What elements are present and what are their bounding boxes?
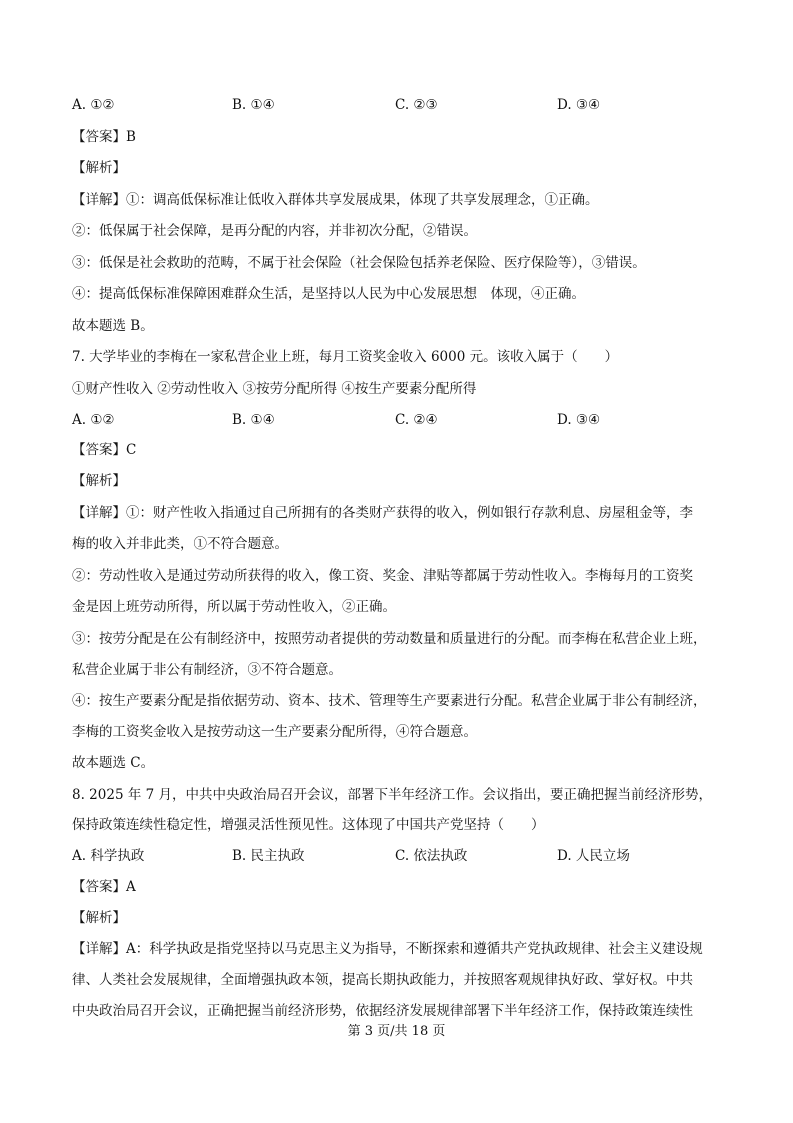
q6-detail-line: 【详解】①：调高低保标准让低收入群体共享发展成果，体现了共享发展理念，①正确。 bbox=[72, 192, 599, 208]
q8-option-b: B. 民主执政 bbox=[232, 848, 305, 864]
q8-detail-line: 律、人类社会发展规律，全面增强执政本领，提高长期执政能力，并按照客观规律执好政、掌好权。中共 bbox=[72, 972, 693, 988]
q7-analysis-heading: 【解析】 bbox=[72, 473, 126, 489]
q6-option-c: C. ②③ bbox=[395, 97, 438, 113]
page-footer: 第 3 页/共 18 页 bbox=[347, 1024, 446, 1039]
q8-answer: 【答案】A bbox=[72, 879, 136, 895]
q6-option-b: B. ①④ bbox=[232, 97, 275, 113]
q7-conclusion: 故本题选 C。 bbox=[72, 755, 155, 771]
q7-detail-line: 私营企业属于非公有制经济，③不符合题意。 bbox=[72, 662, 342, 678]
q6-detail-line: ②：低保属于社会保障，是再分配的内容，并非初次分配，②错误。 bbox=[72, 223, 477, 239]
q8-detail-line: 【详解】A：科学执政是指党坚持以马克思主义为指导，不断探索和遵循共产党执政规律、社会主义建设规 bbox=[72, 941, 703, 957]
q8-option-c: C. 依法执政 bbox=[395, 848, 468, 864]
q7-answer: 【答案】C bbox=[72, 442, 137, 458]
q6-analysis-heading: 【解析】 bbox=[72, 160, 126, 176]
q8-detail-line: 中央政治局召开会议，正确把握当前经济形势，依据经济发展规律部署下半年经济工作，保持政策连续性 bbox=[72, 1003, 693, 1019]
q6-detail-line: ④：提高低保标准保障困难群众生活，是坚持以人民为中心发展思想 体现，④正确。 bbox=[72, 286, 585, 302]
q8-analysis-heading: 【解析】 bbox=[72, 910, 126, 926]
q6-option-a: A. ①② bbox=[72, 97, 115, 113]
q6-option-d: D. ③④ bbox=[557, 97, 601, 113]
q7-option-d: D. ③④ bbox=[557, 412, 601, 428]
q6-answer: 【答案】B bbox=[72, 129, 136, 145]
q7-choices: ①财产性收入 ②劳动性收入 ③按劳分配所得 ④按生产要素分配所得 bbox=[72, 381, 477, 397]
q7-stem: 7. 大学毕业的李梅在一家私营企业上班，每月工资奖金收入 6000 元。该收入属于（ ） bbox=[72, 349, 619, 365]
q8-stem-line: 保持政策连续性稳定性，增强灵活性预见性。这体现了中国共产党坚持（ ） bbox=[72, 817, 545, 833]
q7-option-a: A. ①② bbox=[72, 412, 115, 428]
q8-stem-line: 8. 2025 年 7 月，中共中央政治局召开会议，部署下半年经济工作。会议指出，要正确把握当前经济形势， bbox=[72, 787, 712, 803]
q7-detail-line: 梅的收入并非此类，①不符合题意。 bbox=[72, 536, 288, 552]
q6-detail-line: ③：低保是社会救助的范畴，不属于社会保险（社会保险包括养老保险、医疗保险等），③错误。 bbox=[72, 255, 646, 271]
q8-option-d: D. 人民立场 bbox=[557, 848, 630, 864]
q7-detail-line: ④：按生产要素分配是指依据劳动、资本、技术、管理等生产要素进行分配。私营企业属于非公有制经济， bbox=[72, 693, 707, 709]
q7-detail-line: 李梅的工资奖金收入是按劳动这一生产要素分配所得，④符合题意。 bbox=[72, 724, 477, 740]
q7-option-c: C. ②④ bbox=[395, 412, 438, 428]
q7-detail-line: 金是因上班劳动所得，所以属于劳动性收入，②正确。 bbox=[72, 599, 396, 615]
q7-detail-line: ③：按劳分配是在公有制经济中，按照劳动者提供的劳动数量和质量进行的分配。而李梅在私营企业上班， bbox=[72, 631, 707, 647]
q8-option-a: A. 科学执政 bbox=[72, 848, 145, 864]
q6-conclusion: 故本题选 B。 bbox=[72, 318, 154, 334]
q7-detail-line: ②：劳动性收入是通过劳动所获得的收入，像工资、奖金、津贴等都属于劳动性收入。李梅每月的工资奖 bbox=[72, 568, 693, 584]
q7-option-b: B. ①④ bbox=[232, 412, 275, 428]
q7-detail-line: 【详解】①：财产性收入指通过自己所拥有的各类财产获得的收入，例如银行存款利息、房屋租金等，李 bbox=[72, 505, 693, 521]
